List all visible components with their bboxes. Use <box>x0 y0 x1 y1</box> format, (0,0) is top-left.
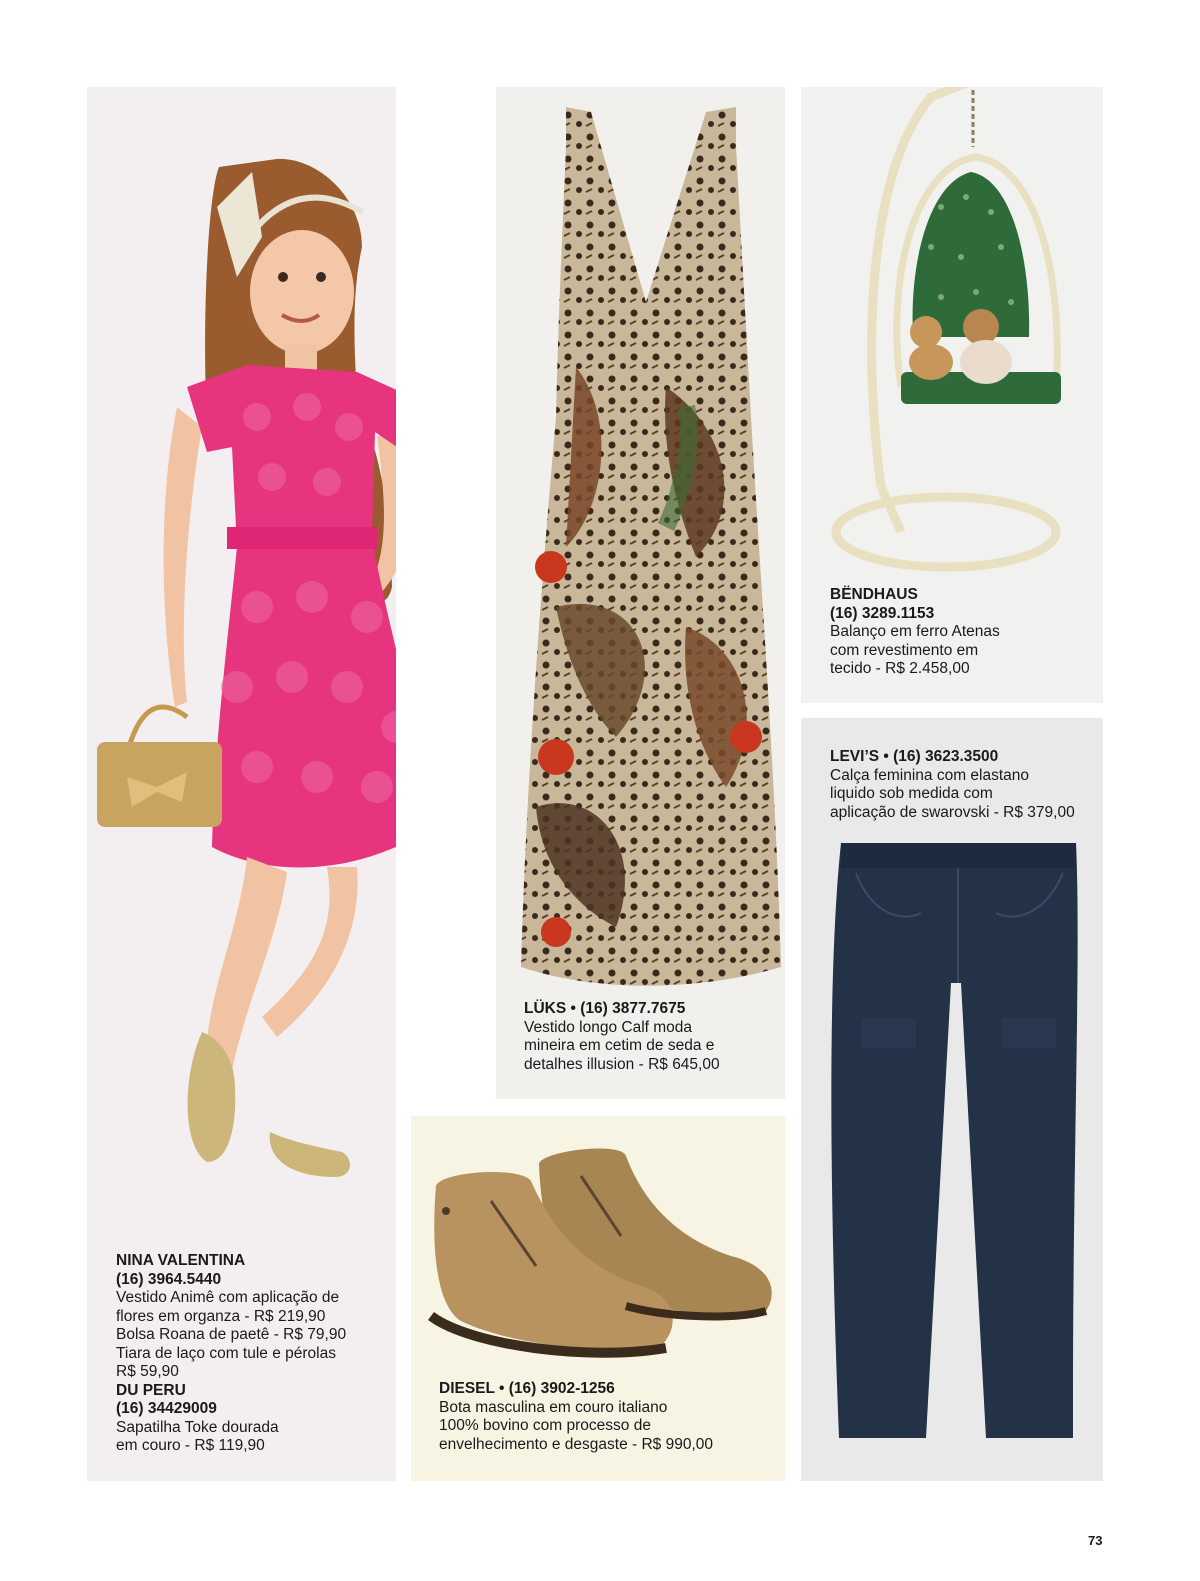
desc-line: com revestimento em <box>830 641 979 659</box>
desc-line: mineira em cetim de seda e <box>524 1037 715 1054</box>
panel-boots <box>411 1116 785 1481</box>
desc-line: Vestido Animê com aplicação de <box>116 1289 340 1306</box>
dark-denim-jeans-photo <box>801 833 1103 1473</box>
brand-luks: LÜKS • (16) 3877.7675 <box>524 1000 686 1017</box>
caption-boots <box>439 1380 713 1454</box>
caption-kids <box>116 1252 346 1456</box>
brand-diesel: DIESEL • (16) 3902-1256 <box>439 1380 615 1397</box>
desc-line: Bota masculina em couro italiano <box>439 1398 668 1416</box>
phone-bendhaus: (16) 3289.1153 <box>830 604 935 622</box>
desc-line: Vestido longo Calf moda <box>524 1018 693 1036</box>
page-number: 73 <box>1088 1533 1103 1548</box>
panel-swing <box>801 87 1103 703</box>
brand-levis: LEVI’S • (16) 3623.3500 <box>830 748 999 765</box>
desc-line: Calça feminina com elastano <box>830 766 1030 784</box>
desc-line: aplicação de swarovski - R$ 379,00 <box>830 803 1075 821</box>
caption-dress <box>524 1000 720 1074</box>
desc-line: 100% bovino com processo de <box>439 1417 651 1434</box>
caption-swing <box>830 586 1000 679</box>
desc-line: R$ 59,90 <box>116 1363 179 1380</box>
animal-print-long-dress-photo <box>496 87 785 997</box>
brand-du-peru: DU PERU <box>116 1381 186 1399</box>
hanging-swing-chair-photo <box>801 87 1103 587</box>
desc-line: detalhes illusion - R$ 645,00 <box>524 1055 720 1073</box>
leather-boots-photo <box>411 1116 785 1366</box>
desc-line: liquido sob medida com <box>830 785 993 802</box>
phone-du-peru: (16) 34429009 <box>116 1400 217 1417</box>
desc-line: Tiara de laço com tule e pérolas <box>116 1344 336 1362</box>
desc-line: Sapatilha Toke dourada <box>116 1418 279 1436</box>
desc-line: Bolsa Roana de paetê - R$ 79,90 <box>116 1326 347 1343</box>
caption-jeans <box>830 748 1075 822</box>
desc-line: Balanço em ferro Atenas <box>830 623 1000 640</box>
panel-dress <box>496 87 785 1099</box>
desc-line: envelhecimento e desgaste - R$ 990,00 <box>439 1435 714 1453</box>
desc-line: em couro - R$ 119,90 <box>116 1437 265 1454</box>
phone-nina-valentina: (16) 3964.5440 <box>116 1270 222 1288</box>
girl-in-pink-dress-photo <box>87 87 396 1247</box>
panel-jeans <box>801 718 1103 1481</box>
panel-kids <box>87 87 396 1481</box>
desc-line: tecido - R$ 2.458,00 <box>830 660 970 677</box>
desc-line: flores em organza - R$ 219,90 <box>116 1307 326 1325</box>
brand-bendhaus: BËNDHAUS <box>830 586 918 603</box>
brand-nina-valentina: NINA VALENTINA <box>116 1252 246 1269</box>
